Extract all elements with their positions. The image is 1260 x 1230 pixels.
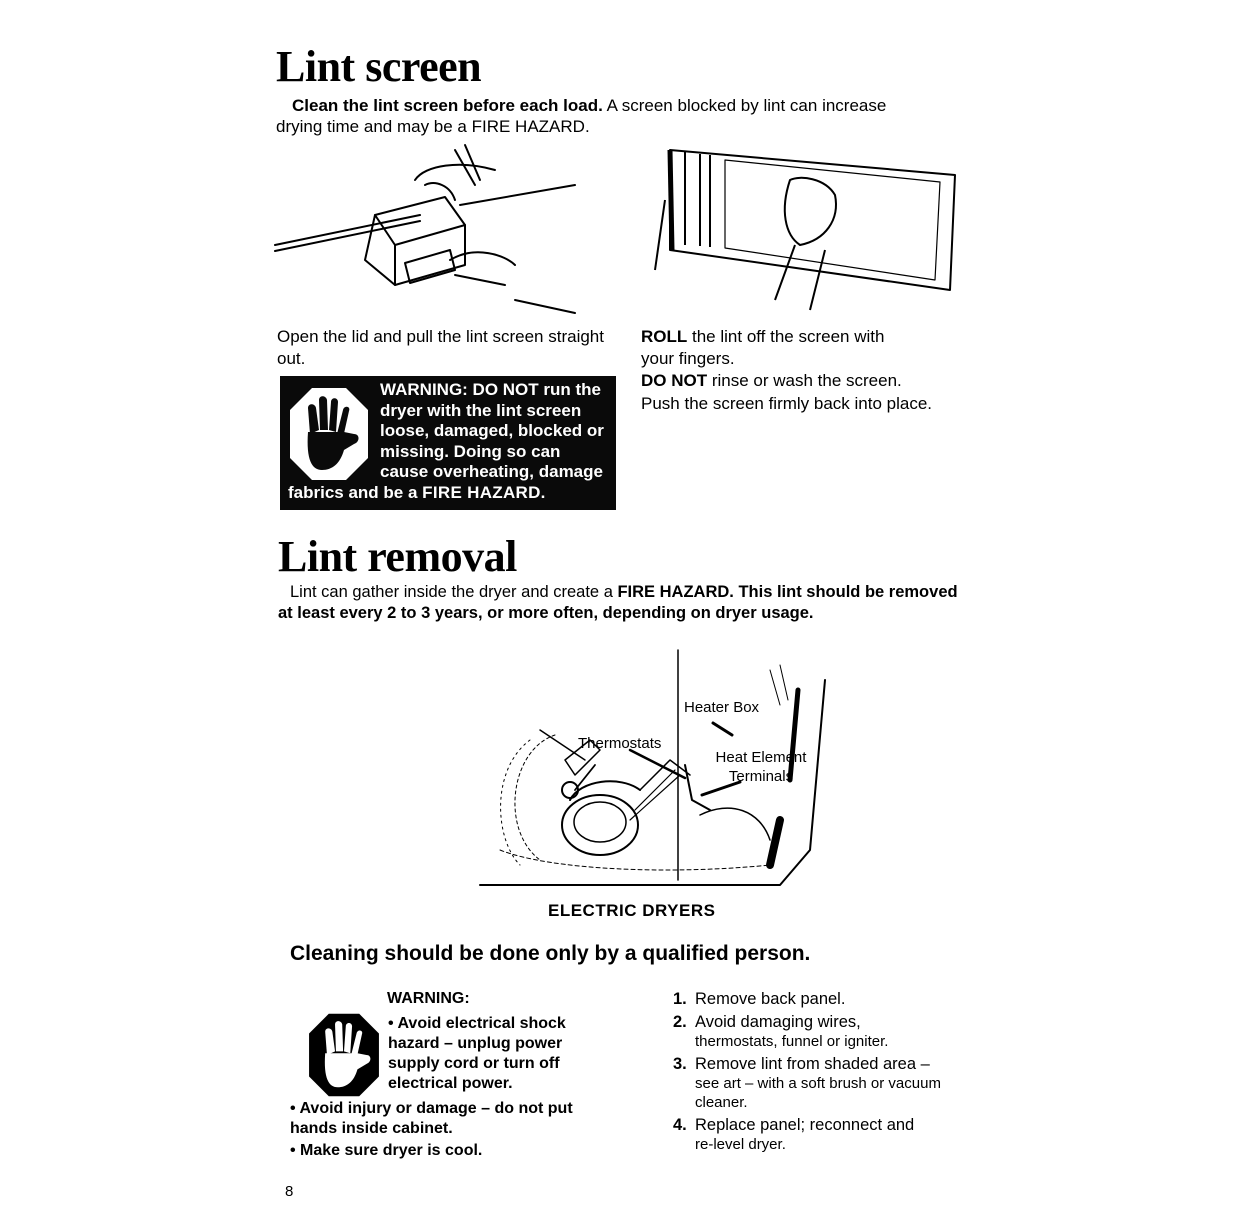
- label-heater-box: Heater Box: [684, 699, 760, 716]
- warning-text: run the dryer with the lint screen loose, damaged, blocked or missing. Doing so can cause overheating, damage fabrics and be a: [288, 380, 604, 502]
- step-text: Replace panel; reconnect and: [695, 1116, 915, 1134]
- lint-removal-intro-bold: FIRE HAZARD. This lint should be removed at least every 2 to 3 years, or more often, depending on dryer usage.: [278, 583, 958, 622]
- lint-removal-intro: [278, 582, 958, 624]
- push-instruction: Push the screen firmly back into place.: [641, 394, 933, 413]
- lint-screen-title: Lint screen: [276, 42, 482, 91]
- lint-removal-intro-plain: Lint can gather inside the dryer and create a: [290, 583, 618, 601]
- step-text-continued: thermostats, funnel or igniter.: [695, 1033, 889, 1050]
- lint-screen-intro-rest: A screen blocked by lint can increase drying time and may be a FIRE HAZARD.: [276, 96, 887, 136]
- roll-rest: the lint off the screen with your fingers.: [641, 327, 885, 368]
- stop-hand-icon: [288, 386, 370, 482]
- do-not-instruction: [641, 370, 971, 392]
- do-not-rest: rinse or wash the screen.: [707, 371, 902, 390]
- roll-lint-illustration: [650, 140, 960, 320]
- electric-dryers-caption: ELECTRIC DRYERS: [548, 901, 716, 920]
- lint-removal-title: Lint removal: [278, 532, 517, 581]
- step-text: Avoid damaging wires,: [695, 1013, 861, 1031]
- cleaning-steps: [673, 990, 983, 1158]
- do-not-bold: DO NOT: [641, 371, 708, 390]
- page-number: 8: [285, 1183, 294, 1200]
- lint-screen-warning-box: [280, 376, 616, 510]
- stop-hand-icon: [307, 1012, 381, 1098]
- pull-lint-screen-illustration: [275, 145, 580, 315]
- step-text-continued: see art – with a soft brush or vacuum cleaner.: [695, 1075, 941, 1111]
- lint-screen-intro: [276, 95, 936, 137]
- step-text: Remove lint from shaded area –: [695, 1055, 930, 1073]
- lint-screen-intro-bold: Clean the lint screen before each load.: [292, 96, 603, 115]
- warning-item-1: • Avoid electrical shock hazard – unplug power supply cord or turn off electrical power.: [388, 1015, 566, 1092]
- warning-item-2: • Avoid injury or damage – do not put hands inside cabinet.: [290, 1100, 573, 1137]
- warning-hazard: FIRE HAZARD.: [422, 482, 546, 502]
- qualified-person-heading: Cleaning should be done only by a qualified person.: [290, 942, 811, 965]
- warning-lead: WARNING: DO NOT: [380, 380, 539, 399]
- step-4: [673, 1116, 983, 1154]
- step-2: [673, 1013, 983, 1051]
- step-number: 2.: [673, 1013, 687, 1031]
- warning-heading: WARNING:: [387, 990, 470, 1007]
- roll-instructions: [641, 326, 911, 370]
- step-number: 3.: [673, 1055, 687, 1073]
- step-text: Remove back panel.: [695, 990, 846, 1008]
- step-number: 1.: [673, 990, 687, 1008]
- step-1: [673, 990, 983, 1009]
- step-3: [673, 1055, 983, 1112]
- label-heat-element-terminals: Heat Element Terminals: [715, 749, 807, 785]
- step-text-continued: re-level dryer.: [695, 1136, 786, 1153]
- step-number: 4.: [673, 1116, 687, 1134]
- label-thermostats: Thermostats: [578, 735, 662, 752]
- lint-screen-caption-left: Open the lid and pull the lint screen straight out.: [277, 327, 604, 368]
- roll-bold: ROLL: [641, 327, 688, 346]
- warning-item-3: • Make sure dryer is cool.: [290, 1142, 483, 1159]
